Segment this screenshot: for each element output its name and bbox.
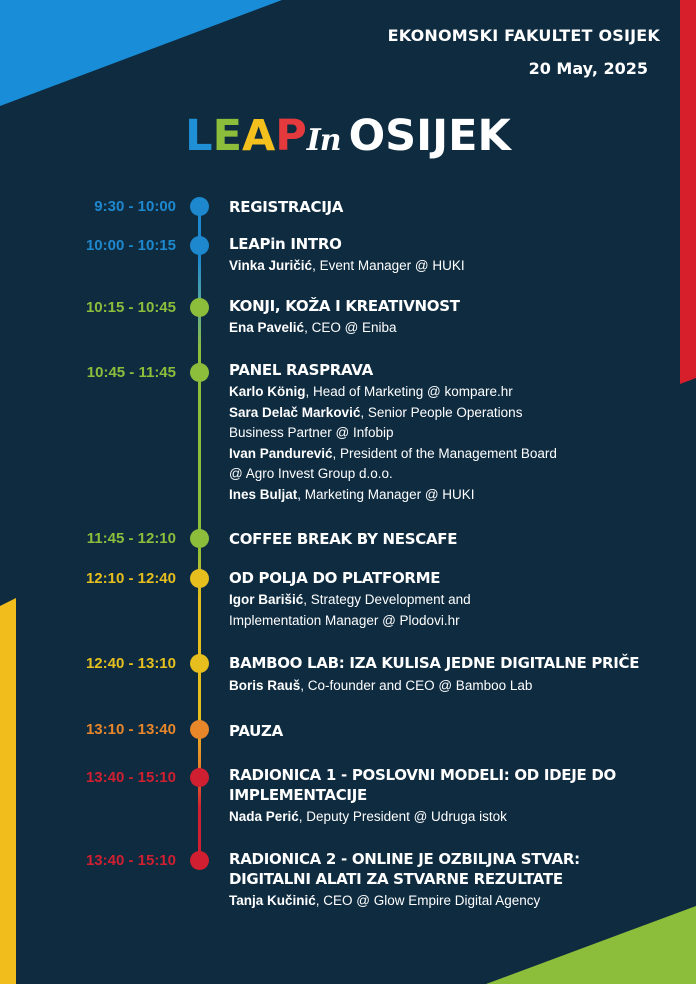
red-side-shape — [680, 0, 696, 384]
event-logo — [0, 108, 696, 169]
speaker — [229, 403, 559, 444]
agenda-speakers — [229, 256, 659, 277]
speaker-role: , Deputy President @ Udruga istok — [298, 809, 507, 824]
timeline-dot — [190, 197, 209, 216]
speaker-name: Tanja Kučinić — [229, 893, 316, 908]
speaker-role: , Strategy Development and Implementation Manager @ Plodovi.hr — [229, 592, 471, 628]
speaker-role: , Head of Marketing @ kompare.hr — [305, 384, 513, 399]
agenda-time: 13:10 - 13:40 — [85, 721, 176, 738]
timeline-dot — [190, 720, 209, 739]
speaker — [229, 807, 659, 828]
agenda-time: 10:00 - 10:15 — [85, 237, 176, 254]
speaker-role: , Co-founder and CEO @ Bamboo Lab — [300, 678, 533, 693]
speaker — [229, 891, 659, 912]
agenda-title: LEAPin INTRO — [229, 235, 342, 253]
timeline-dot — [190, 529, 209, 548]
speaker-name: Sara Delač Marković — [229, 404, 361, 420]
agenda-title: BAMBOO LAB: IZA KULISA JEDNE DIGITALNE PRIČE — [229, 654, 640, 672]
yellow-side-shape — [0, 598, 16, 984]
agenda-time: 9:30 - 10:00 — [94, 198, 176, 215]
agenda-title: OD POLJA DO PLATFORME — [229, 569, 441, 587]
organization-name: EKONOMSKI FAKULTET OSIJEK — [387, 26, 660, 45]
green-corner-shape — [486, 906, 696, 984]
agenda-time: 13:40 - 15:10 — [85, 852, 176, 869]
agenda-title: REGISTRACIJA — [229, 198, 344, 216]
speaker-role: , Senior People Operations Business Partner @ Infobip — [229, 404, 523, 440]
speaker-role: , Event Manager @ HUKI — [312, 258, 465, 273]
speaker — [229, 590, 519, 631]
agenda-time: 12:10 - 12:40 — [85, 570, 176, 587]
speaker — [229, 256, 659, 277]
agenda-time: 10:15 - 10:45 — [85, 299, 176, 316]
speaker-name: Igor Barišić — [229, 592, 304, 607]
timeline-dot — [190, 363, 209, 382]
timeline-dot — [190, 569, 209, 588]
speaker-role: , CEO @ Eniba — [304, 320, 397, 335]
speaker-name: Ines Buljat — [229, 486, 298, 502]
agenda-time: 12:40 - 13:10 — [85, 655, 176, 672]
speaker-role: , Marketing Manager @ HUKI — [297, 486, 475, 502]
blue-corner-shape — [0, 0, 282, 106]
logo-letter-l: L — [185, 111, 213, 161]
timeline-dot — [190, 236, 209, 255]
speaker — [229, 676, 659, 697]
agenda-title: PAUZA — [229, 722, 283, 740]
logo-letter-p: P — [275, 111, 307, 161]
agenda-speakers — [229, 590, 519, 631]
logo-in: In — [306, 123, 341, 158]
agenda-title: KONJI, KOŽA I KREATIVNOST — [229, 297, 460, 315]
agenda-speakers — [229, 676, 659, 697]
agenda-title: PANEL RASPRAVA — [229, 361, 373, 379]
speaker-name: Karlo König — [229, 384, 306, 399]
logo-letter-e: E — [212, 111, 242, 161]
timeline-dot — [190, 298, 209, 317]
agenda-time: 10:45 - 11:45 — [86, 364, 176, 381]
speaker-role: , CEO @ Glow Empire Digital Agency — [315, 893, 541, 908]
speaker-role: , President of the Management Board @ Agro Invest Group d.o.o. — [229, 445, 557, 481]
speaker-name: Boris Rauš — [229, 678, 301, 693]
agenda-time: 11:45 - 12:10 — [86, 530, 176, 547]
agenda-speakers — [229, 382, 559, 505]
logo-city: OSIJEK — [348, 111, 511, 161]
event-date: 20 May, 2025 — [528, 59, 648, 78]
speaker — [229, 318, 659, 339]
logo-letter-a: A — [241, 111, 276, 161]
speaker — [229, 382, 559, 403]
agenda-title: COFFEE BREAK BY NESCAFE — [229, 530, 458, 548]
timeline-dot — [190, 654, 209, 673]
speaker — [229, 444, 559, 485]
speaker-name: Ena Pavelić — [229, 320, 305, 335]
speaker-name: Nada Perić — [229, 809, 299, 824]
agenda-title: RADIONICA 2 - ONLINE JE OZBILJNA STVAR: DIGITALNI ALATI ZA STVARNE REZULTATE — [229, 850, 580, 888]
timeline-dot — [190, 851, 209, 870]
speaker-name: Vinka Juričić — [229, 258, 313, 273]
speaker — [229, 485, 559, 506]
agenda-time: 13:40 - 15:10 — [85, 769, 176, 786]
agenda-title: RADIONICA 1 - POSLOVNI MODELI: OD IDEJE DO IMPLEMENTACIJE — [229, 766, 617, 804]
agenda-speakers — [229, 807, 659, 828]
agenda-speakers — [229, 891, 659, 912]
timeline-dot — [190, 768, 209, 787]
agenda-speakers — [229, 318, 659, 339]
speaker-name: Ivan Pandurević — [229, 445, 333, 461]
